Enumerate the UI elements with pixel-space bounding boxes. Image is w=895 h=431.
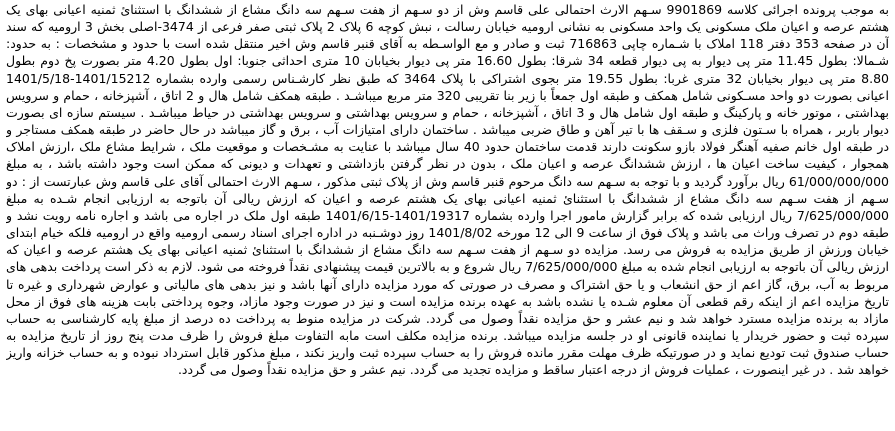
auction-notice-body-text: به موجب پرونده اجرائی کلاسه 9901869 سـهم الارث احتمالی علی قاسم وش از دو سـهم از هفت سـهم سه دانگ مشاع از ششدانگ با استثنائ ثمنیه اعیانی بهای یک هشتم عرصه و اعیان ملک مسکونی یک واحد مسکونی به نشانی ارومیه خیابان رسالت ، نبش کوچه 6 پلاک 2 پلاک ثبتی صفر فرعی از 3474-اصلی بخش 3 ارومیه که سند آن در صفحه 353 دفتر 118 املاک با شـماره چاپی 716863 ثبت و صادر و مع الواسـطه به آقای قنبر قاسم وش اخیر منتقل شده است با حدود و مشخصات : به حدود: شـمالا: بطول 11.45 متر پی دیوار به پی دیوار قطعه 34 شرقا: بطول 16.60 متر پی دیوار بخیابان 10 متری احداثی جنوبا: اول بطول 4.20 متر بصورت پخ دوم بطول 8.80 متر پی دیوار بخیابان 32 متری غربا: بطول 19.55 متر بجوی اشتراکی با پلاک 3464 که طبق نظر کارشـناس رسمی وارده بشماره 1401/15212-1401/5/18 اعیانی بصورت دو واحد مسـکونی شامل همکف و طبقه اول جمعاً با زیر بنا تقریبی 320 متر مربع میباشـد . طبقه همکف شامل هال و 2 اتاق ، آشپزخانه ، حمام و سرویس بهداشتی ، موتور خانه و پارکینگ و طبقه اول شامل هال و 3 اتاق ، آشپزخانه ، حمام و سرویس بهداشتی و سرویس بهداشتی در حیاط میباشـد . سیستم سازه ای بصورت دیوار باربر ، همراه با سـتون فلزی و سـقف ها با تیر آهن و طاق ضربی میباشد . ساختمان دارای امتیازات آب ، برق و گاز میباشد در حال حاضر در طبقه همکف مستاجر و در طبقه اول خانم صفیه آهنگر فولاد بازو سکونت دارند قدمت ساختمان حدود 40 سال میباشد با عنایت به مشـخصات و موقعیت ملک ، شرایط مشاع ملک ،ارزش املاک همجوار ، کیفیت ساخت اعیان ها ، ارزش ششدانگ عرصه و اعیان ملک ، بدون در نظر گرفتن بازداشتی و تعهدات و دیونی که ممکن است وجود داشته باشد ، به مبلغ 61/000/000/000 ریال برآورد گردید و با توجه به سـهم سه دانگ مرحوم قنبر قاسم وش از پلاک ثبتی مذکور ، سـهم الارث احتمالی آقای علی قاسم وش عبارتست از : دو سـهم از هفت سـهم سه دانگ مشاع از ششدانگ با استثنائ ثمنیه اعیانی بهای یک هشتم عرصه و اعیان که ارزش ریالی آن باتوجه به ارزیابی انجام شـده به مبلغ 7/625/000/000 ریال ارزیابی شده که برابر گزارش مامور اجرا وارده بشماره 1401/19317-1401/6/15 طبقه اول ملک در اجاره می باشد و اجاره نامه رویت نشد و طبقه دوم در تصرف وراث می باشد و پلاک فوق از ساعت 9 الی 12 مورخه 1401/8/02 روز دوشـنبه در اداره اجرای اسناد رسمی ارومیه واقع در ارومیه فلکه خیام ابتدای خیابان ورزش از طریق مزایده به فروش می رسد. مزایده دو سـهم از هفت سـهم سه دانگ مشاع از ششدانگ با استثنائ ثمنیه اعیانی بهای یک هشتم عرصه و اعیان که ارزش ریالی آن باتوجه به ارزیابی انجام شده به مبلغ 7/625/000/000 ریال شروع و به بالاترین قیمت پیشنهادی نقداً فروخته می شود. لازم به ذکر است پرداخت بدهی های مربوط به آب، برق، گاز اعم از حق انشعاب و یا حق اشتراک و مصرف در صورتی که مورد مزایده دارای آنها باشد و نیز بدهی های مالیاتی و عوارض شهرداری و غیره تا تاریخ مزایده اعم از اینکه رقم قطعی آن معلوم شـده یا نشده باشد به عهده برنده مزایده است و نیز در صورت وجود مازاد، وجوه پرداختی بابت هزینه های فوق از محل مازاد به برنده مزایده مسترد خواهد شد و نیم عشر و حق مزایده نقداً وصول می گردد. شرکت در مزایده منوط به پرداخت ده درصد از مبلغ پایه کارشناسی به حساب سپرده ثبت و حضور خریدار یا نماینده قانونی او در جلسه مزایده میباشد. برنده مزایده مکلف است مابه التفاوت مبلغ فروش را ظرف مدت پنج روز از تاریخ مزایده به حساب صندوق ثبت تودیع نماید و در صورتیکه ظرف مهلت مقرر مانده فروش را به حساب سپرده ثبت واریز نکند ، مبلغ مذکور قابل استرداد نبوده و به حساب خزانه واریز خواهد شد . در غیر اینصورت ، عملیات فروش از درجه اعتبار ساقط و مزایده تجدید می گردد. نیم عشر و حق مزایده نقداً وصول می گردد. bbox=[6, 2, 889, 378]
auction-notice-document bbox=[6, 0, 889, 431]
